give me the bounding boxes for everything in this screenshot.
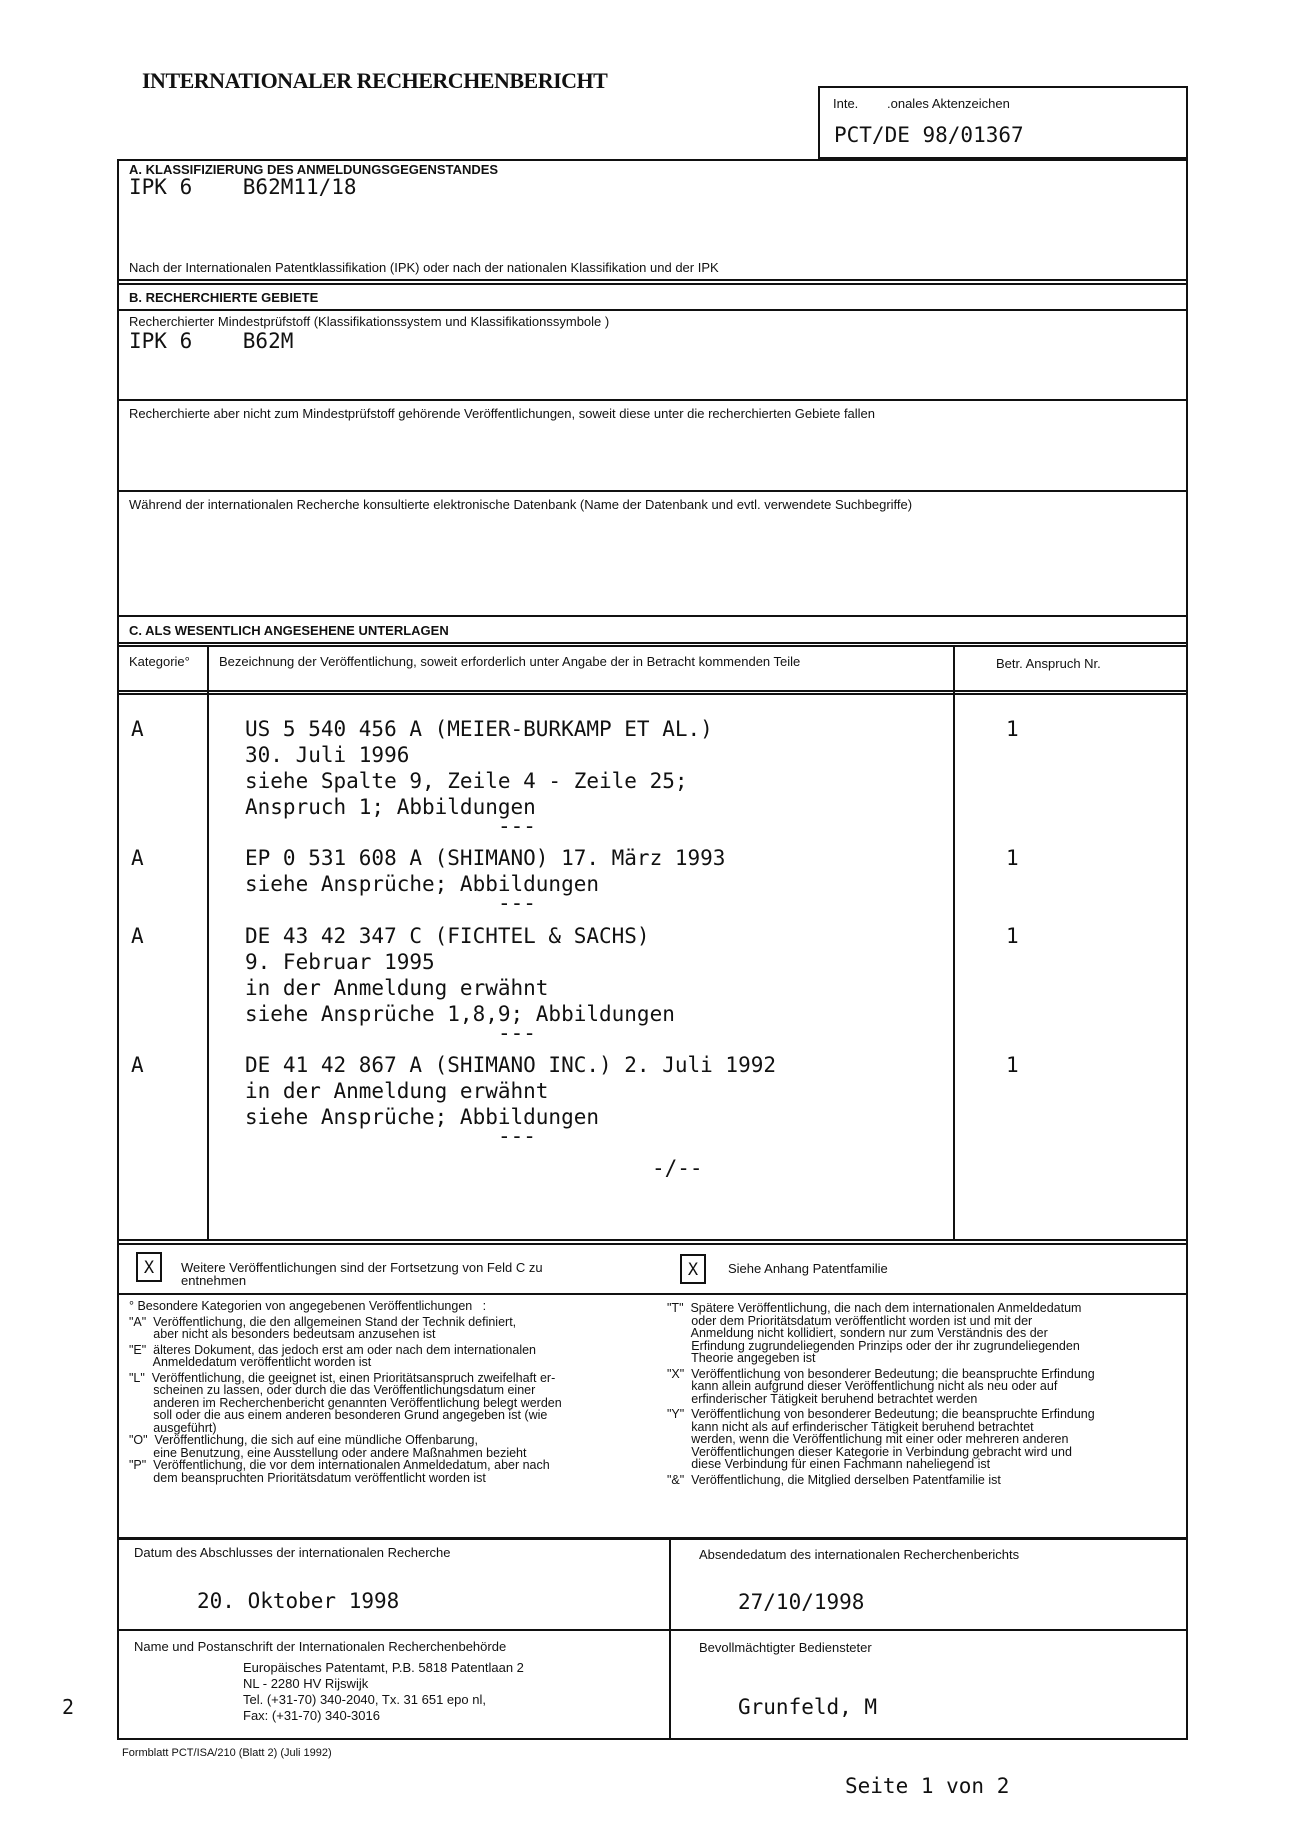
address-line: Europäisches Patentamt, P.B. 5818 Patentlaan 2 <box>243 1660 524 1675</box>
col-bezeichnung-header: Bezeichnung der Veröffentlichung, soweit erforderlich unter Angabe der in Betracht kommenden Teile <box>219 654 801 669</box>
category-line: "T" Spätere Veröffentlichung, die nach dem internationalen Anmeldedatum <box>667 1301 1082 1315</box>
category-line: eine Benutzung, eine Ausstellung oder andere Maßnahmen bezieht <box>129 1445 527 1460</box>
category-line: scheinen zu lassen, oder durch die das Veröffentlichungsdatum einer <box>129 1383 536 1397</box>
row-2-kategorie: A <box>131 846 144 870</box>
report-title: INTERNATIONALER RECHERCHENBERICHT <box>142 68 608 93</box>
column-line <box>953 645 955 1241</box>
col-kategorie-header: Kategorie° <box>129 654 190 669</box>
category-line: oder dem Prioritätsdatum veröffentlicht worden ist und mit der <box>667 1313 1033 1328</box>
section-a-heading: A. KLASSIFIZIERUNG DES ANMELDUNGSGEGENSTANDES <box>129 162 499 177</box>
row-3-anspruch: 1 <box>1006 924 1019 948</box>
absende-value: 27/10/1998 <box>738 1590 865 1614</box>
divider <box>117 1243 1188 1245</box>
row-1-line-2: 30. Juli 1996 <box>245 743 410 767</box>
address-line: NL - 2280 HV Rijswijk <box>243 1676 369 1691</box>
aktenzeichen-value: PCT/DE 98/01367 <box>834 123 1024 147</box>
divider <box>117 615 1188 617</box>
row-3-line-3: in der Anmeldung erwähnt <box>245 976 549 1000</box>
section-c-heading: C. ALS WESENTLICH ANGESEHENE UNTERLAGEN <box>129 623 449 638</box>
category-line: "L" Veröffentlichung, die geeignet ist, einen Prioritätsanspruch zweifelhaft er- <box>129 1370 556 1385</box>
divider <box>117 1293 1188 1295</box>
row-2-anspruch: 1 <box>1006 846 1019 870</box>
aktenzeichen-label-right: .onales Aktenzeichen <box>887 96 1010 111</box>
category-line: "X" Veröffentlichung von besonderer Bedeutung; die beanspruchte Erfindung <box>667 1366 1095 1381</box>
section-b-mindest-label: Recherchierter Mindestprüfstoff (Klassifikationssystem und Klassifikationssymbole ) <box>129 314 610 329</box>
divider <box>117 1239 1188 1241</box>
row-1-line-4: Anspruch 1; Abbildungen <box>245 795 536 819</box>
section-b-heading: B. RECHERCHIERTE GEBIETE <box>129 290 319 305</box>
category-line: Veröffentlichungen dieser Kategorie in Verbindung gebracht wird und <box>667 1444 1072 1459</box>
section-b-ipk: IPK 6 B62M <box>129 329 294 353</box>
abschluss-label: Datum des Abschlusses der internationalen Recherche <box>134 1545 451 1560</box>
page-label: Seite 1 von 2 <box>845 1774 1010 1798</box>
category-line: "E" älteres Dokument, das jedoch erst am oder nach dem internationalen <box>129 1342 537 1357</box>
bediensteter-value: Grunfeld, M <box>738 1695 878 1719</box>
row-1-line-1: US 5 540 456 A (MEIER-BURKAMP ET AL.) <box>245 717 713 741</box>
category-line: "Y" Veröffentlichung von besonderer Bedeutung; die beanspruchte Erfindung <box>667 1407 1095 1421</box>
category-line: anderen im Recherchenbericht genannten Veröffentlichung belegt werden <box>129 1395 562 1410</box>
category-line: "O" Veröffentlichung, die sich auf eine mündliche Offenbarung, <box>129 1433 478 1447</box>
patentfamilie-text: Siehe Anhang Patentfamilie <box>728 1261 888 1276</box>
row-3-kategorie: A <box>131 924 144 948</box>
divider <box>117 645 1188 647</box>
column-line <box>669 1538 671 1740</box>
divider <box>117 690 1188 692</box>
col-anspruch-header: Betr. Anspruch Nr. <box>996 656 1101 671</box>
categories-right <box>667 1302 1187 1486</box>
abschluss-value: 20. Oktober 1998 <box>197 1589 400 1613</box>
divider <box>117 279 1188 281</box>
column-line <box>207 645 209 1241</box>
row-4-separator: --- <box>498 1124 536 1148</box>
section-a-note: Nach der Internationalen Patentklassifikation (IPK) oder nach der nationalen Klassifikation und der IPK <box>129 260 719 275</box>
patentfamilie-checkbox[interactable]: X <box>680 1254 706 1284</box>
continued-marker: -/-- <box>652 1156 703 1180</box>
row-1-line-3: siehe Spalte 9, Zeile 4 - Zeile 25; <box>245 769 688 793</box>
row-4-line-3: siehe Ansprüche; Abbildungen <box>245 1105 600 1129</box>
bediensteter-label: Bevollmächtigter Bediensteter <box>699 1640 872 1655</box>
row-4-kategorie: A <box>131 1053 144 1077</box>
row-4-line-1: DE 41 42 867 A (SHIMANO INC.) 2. Juli 1992 <box>245 1053 777 1077</box>
formblatt: Formblatt PCT/ISA/210 (Blatt 2) (Juli 1992) <box>122 1747 332 1759</box>
category-line: "&" Veröffentlichung, die Mitglied derselben Patentfamilie ist <box>667 1472 1001 1487</box>
absende-label: Absendedatum des internationalen Recherchenberichts <box>699 1547 1020 1562</box>
divider <box>117 693 1188 695</box>
row-2-separator: --- <box>498 891 536 915</box>
fortsetzung-text-1: Weitere Veröffentlichungen sind der Fortsetzung von Feld C zu <box>181 1260 543 1275</box>
section-b-nicht-label: Recherchierte aber nicht zum Mindestprüfstoff gehörende Veröffentlichungen, soweit diese unter die recherchierten Gebiete fallen <box>129 406 876 421</box>
category-line: soll oder die aus einem anderen besonderen Grund angegeben ist (wie <box>129 1408 548 1422</box>
category-line: werden, wenn die Veröffentlichung mit einer oder mehreren anderen <box>667 1432 1069 1446</box>
row-2-line-1: EP 0 531 608 A (SHIMANO) 17. März 1993 <box>245 846 726 870</box>
fortsetzung-text-2: entnehmen <box>181 1273 247 1288</box>
address-line: Tel. (+31-70) 340-2040, Tx. 31 651 epo nl, <box>243 1692 486 1707</box>
category-line: kann allein aufgrund dieser Veröffentlichung nicht als neu oder auf <box>667 1379 1058 1393</box>
category-line: ausgeführt) <box>129 1420 217 1435</box>
category-line: Anmeldedatum veröffentlicht worden ist <box>129 1355 372 1369</box>
category-line: diese Verbindung für einen Fachmann naheliegend ist <box>667 1457 991 1471</box>
address-line: Fax: (+31-70) 340-3016 <box>243 1708 380 1723</box>
behoerde-address <box>243 1661 524 1723</box>
row-1-separator: --- <box>498 814 536 838</box>
aktenzeichen-label-left: Inte. <box>833 96 859 111</box>
fortsetzung-checkbox[interactable]: X <box>136 1252 162 1282</box>
category-line: aber nicht als besonders bedeutsam anzusehen ist <box>129 1327 436 1341</box>
divider <box>117 642 1188 644</box>
row-2-line-2: siehe Ansprüche; Abbildungen <box>245 872 600 896</box>
category-line: "P" Veröffentlichung, die vor dem internationalen Anmeldedatum, aber nach <box>129 1458 550 1472</box>
section-a-ipk: IPK 6 B62M11/18 <box>129 175 357 199</box>
divider <box>117 283 1188 285</box>
category-line: Erfindung zugrundeliegenden Prinzips oder der ihr zugrundeliegenden <box>667 1338 1080 1353</box>
row-3-line-1: DE 43 42 347 C (FICHTEL & SACHS) <box>245 924 650 948</box>
category-line: kann nicht als auf erfinderischer Tätigkeit beruhend betrachtet <box>667 1419 1034 1434</box>
divider <box>117 1629 1188 1631</box>
divider <box>117 490 1188 492</box>
category-line: erfinderischer Tätigkeit beruhend betrachtet werden <box>667 1391 978 1406</box>
category-line: dem beanspruchten Prioritätsdatum veröffentlicht worden ist <box>129 1470 486 1485</box>
categories-left <box>129 1300 669 1484</box>
divider <box>117 309 1188 311</box>
row-1-anspruch: 1 <box>1006 717 1019 741</box>
row-3-line-2: 9. Februar 1995 <box>245 950 435 974</box>
category-line: "A" Veröffentlichung, die den allgemeinen Stand der Technik definiert, <box>129 1314 517 1329</box>
row-3-separator: --- <box>498 1021 536 1045</box>
divider <box>117 399 1188 401</box>
row-4-line-2: in der Anmeldung erwähnt <box>245 1079 549 1103</box>
margin-number: 2 <box>62 1695 75 1719</box>
row-4-anspruch: 1 <box>1006 1053 1019 1077</box>
category-line: ° Besondere Kategorien von angegebenen Veröffentlichungen : <box>129 1299 487 1313</box>
behoerde-label: Name und Postanschrift der Internationalen Recherchenbehörde <box>134 1639 507 1654</box>
row-3-line-4: siehe Ansprüche 1,8,9; Abbildungen <box>245 1002 675 1026</box>
section-b-db-label: Während der internationalen Recherche konsultierte elektronische Datenbank (Name der Datenbank und evtl. verwendete Suchbegriffe) <box>129 497 913 512</box>
row-1-kategorie: A <box>131 717 144 741</box>
category-line: Anmeldung nicht kollidiert, sondern nur zum Verständnis des der <box>667 1326 1048 1340</box>
category-line: Theorie angegeben ist <box>667 1351 816 1365</box>
